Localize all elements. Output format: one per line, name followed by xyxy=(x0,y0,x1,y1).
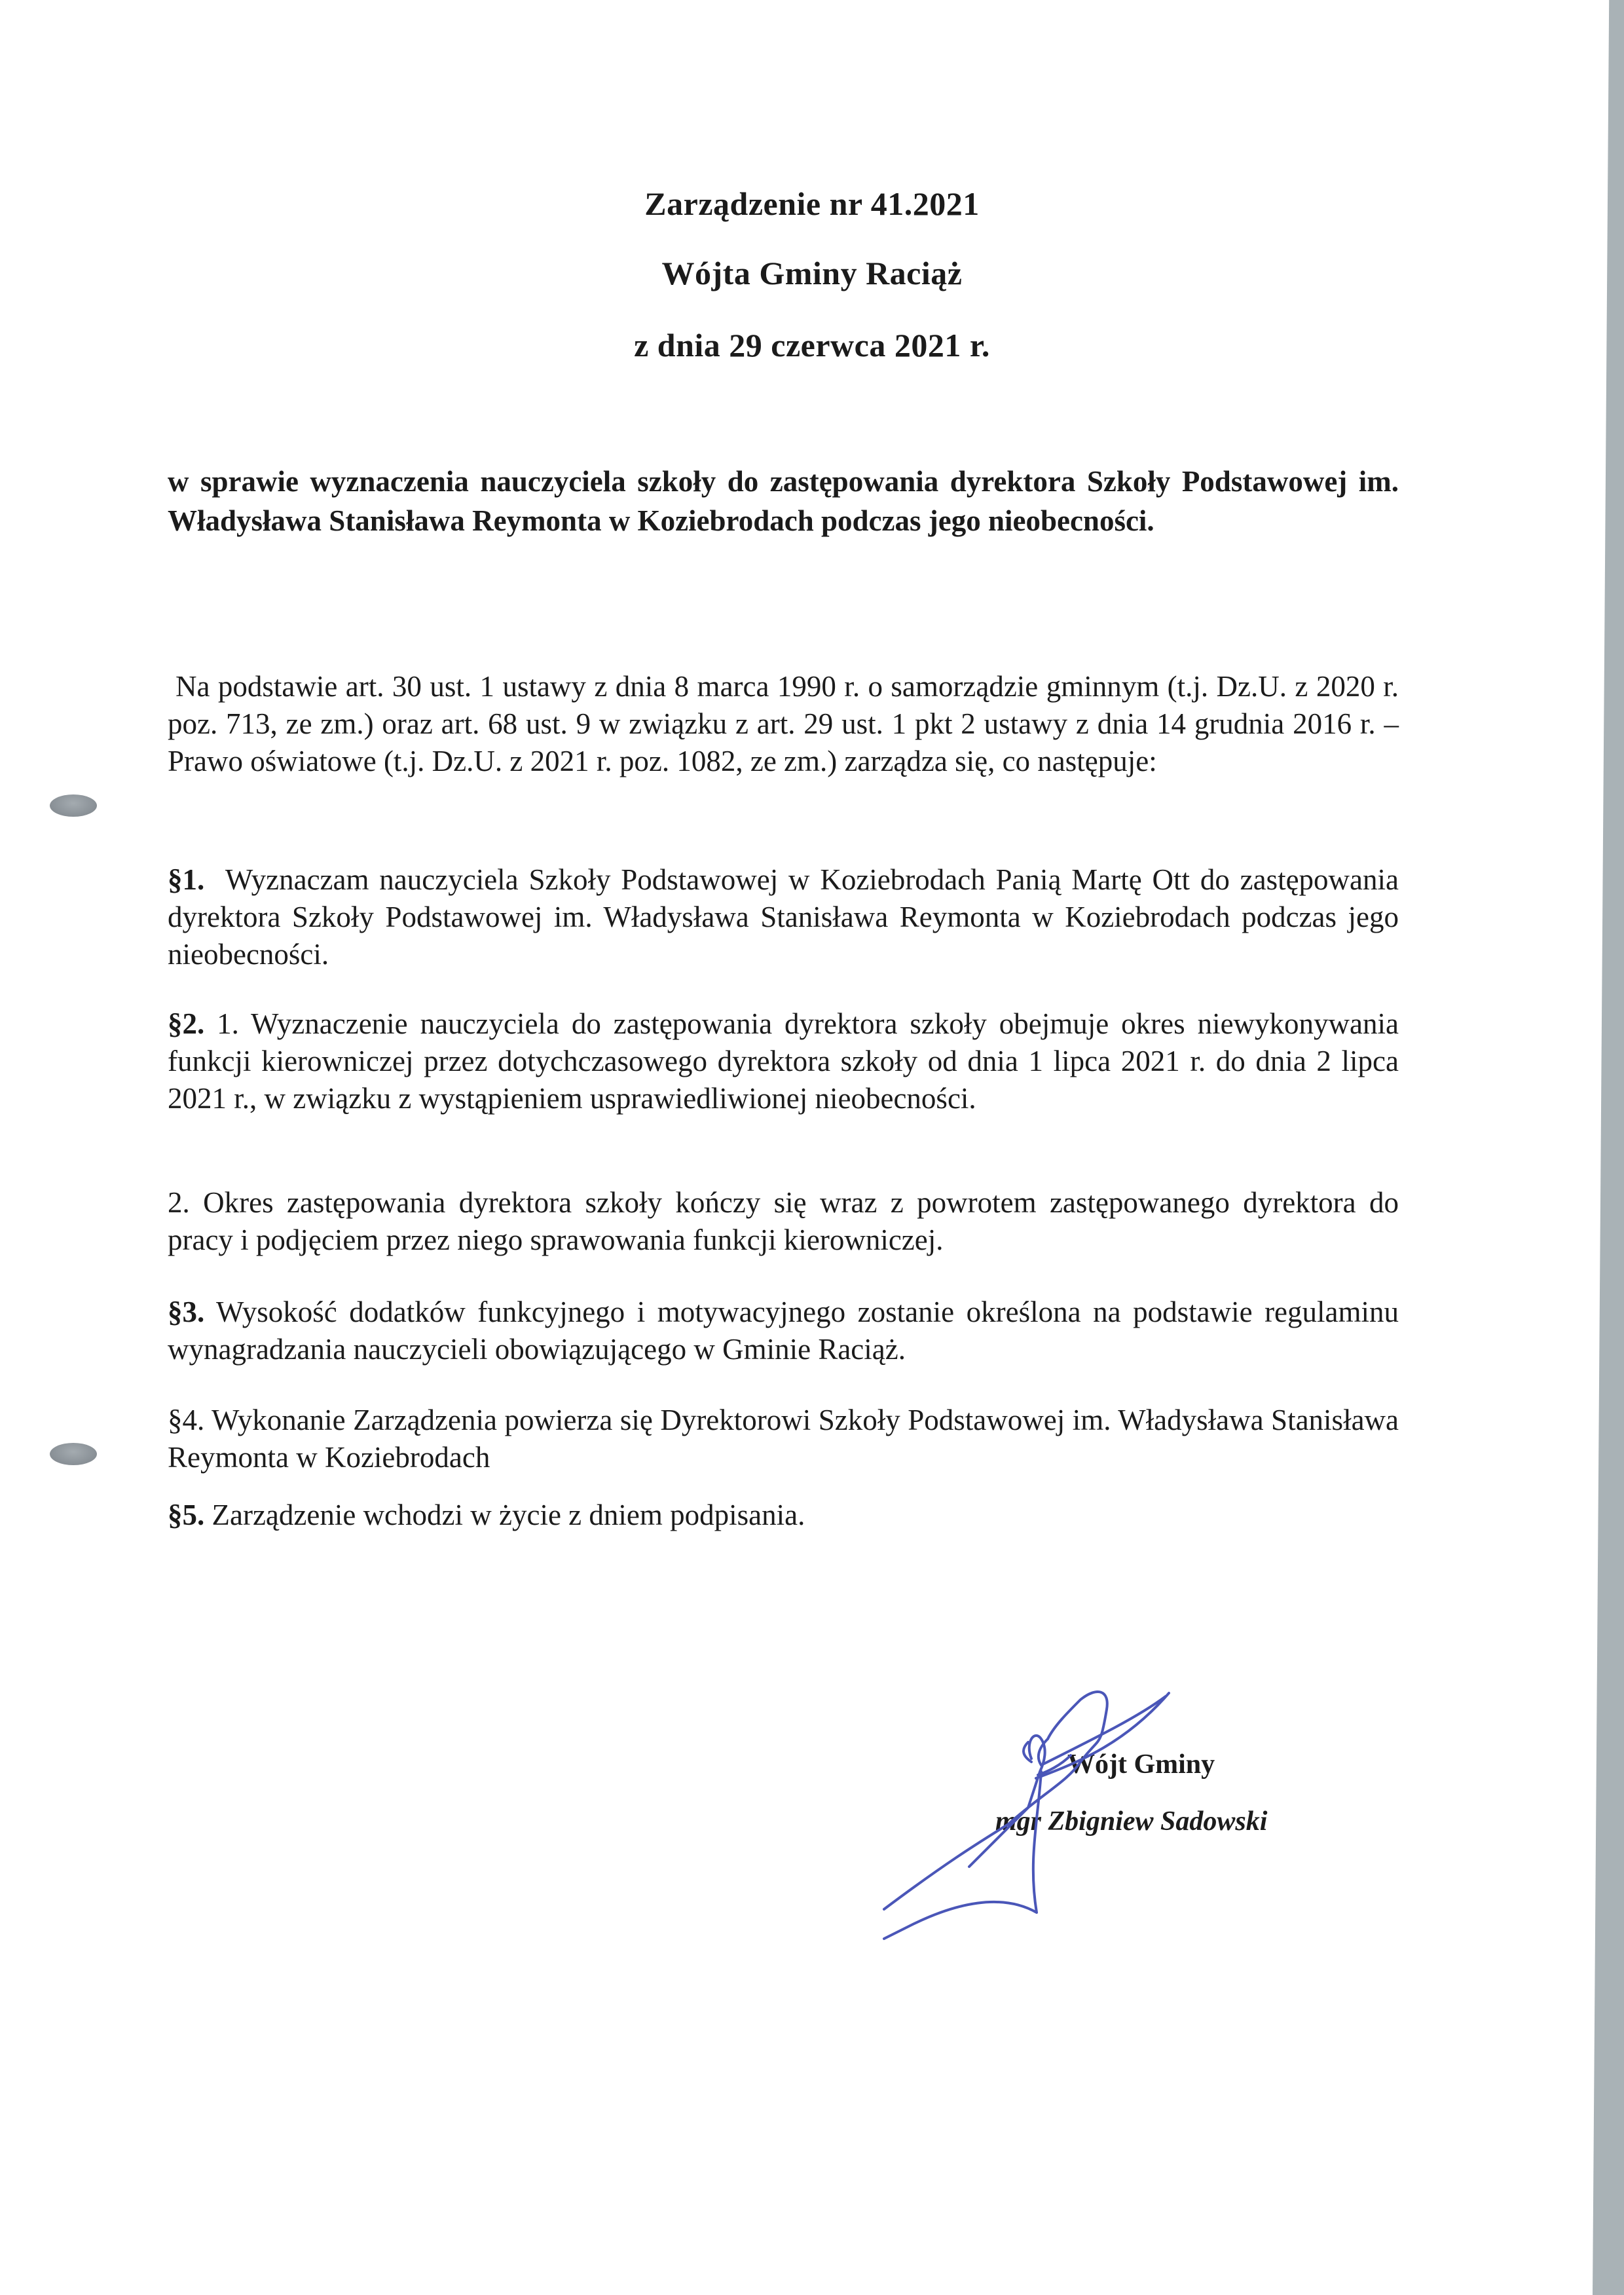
section-text: Wyznaczam nauczyciela Szkoły Podstawowej w Koziebrodach Panią Martę Ott do zastępowania dyrektora Szkoły Podstawowej im. Władysława Stanisława Reymonta w Koziebrodach podczas jego nieobecności. xyxy=(168,863,1399,971)
section-label: §1. xyxy=(168,863,205,896)
document-date: z dnia 29 czerwca 2021 r. xyxy=(634,327,990,364)
section-text: Zarządzenie wchodzi w życie z dniem podpisania. xyxy=(212,1499,805,1531)
section-3 xyxy=(168,1294,1399,1368)
punch-hole xyxy=(50,794,97,817)
section-label: §4. xyxy=(168,1404,205,1436)
document-subject: w sprawie wyznaczenia nauczyciela szkoły do zastępowania dyrektora Szkoły Podstawowej im. Władysława Stanisława Reymonta w Koziebrodach podczas jego nieobecności. xyxy=(168,465,1399,537)
section-4 xyxy=(168,1402,1399,1476)
signatory-name: mgr Zbigniew Sadowski xyxy=(995,1806,1268,1837)
section-label: §2. xyxy=(168,1007,205,1040)
document-issuer: Wójta Gminy Raciąż xyxy=(661,255,963,291)
punch-hole xyxy=(50,1443,97,1465)
section-label: §3. xyxy=(168,1296,205,1328)
signature-stroke xyxy=(884,1772,1041,1939)
section-1 xyxy=(168,861,1399,973)
section-2-point-2: 2. Okres zastępowania dyrektora szkoły kończy się wraz z powrotem zastępowanego dyrektora do pracy i podjęciem przez niego sprawowania funkcji kierowniczej. xyxy=(168,1186,1399,1256)
section-text: Wykonanie Zarządzenia powierza się Dyrektorowi Szkoły Podstawowej im. Władysława Stanisława Reymonta w Koziebrodach xyxy=(168,1404,1399,1474)
signature-stroke xyxy=(884,1824,1008,1909)
section-label: §5. xyxy=(168,1499,205,1531)
section-text: Wysokość dodatków funkcyjnego i motywacyjnego zostanie określona na podstawie regulaminu wynagradzania nauczycieli obowiązującego w Gminie Raciąż. xyxy=(168,1296,1399,1366)
section-text: 1. Wyznaczenie nauczyciela do zastępowania dyrektora szkoły obejmuje okres niewykonywania funkcji kierowniczej przez dotychczasowego dyrektora szkoły od dnia 1 lipca 2021 r. do dnia 2 lipca 2021 r., w związku z wystąpieniem usprawiedliwionej nieobecności. xyxy=(168,1007,1399,1115)
document-title: Zarządzenie nr 41.2021 xyxy=(644,185,980,222)
handwritten-signature xyxy=(851,1651,1408,2011)
section-2-point-1 xyxy=(168,1005,1399,1117)
signatory-title: Wójt Gminy xyxy=(1067,1749,1215,1780)
legal-basis: Na podstawie art. 30 ust. 1 ustawy z dnia 8 marca 1990 r. o samorządzie gminnym (t.j. Dz.U. z 2020 r. poz. 713, ze zm.) oraz art. 68 ust. 9 w związku z art. 29 ust. 1 pkt 2 ustawy z dnia 14 grudnia 2016 r. – Prawo oświatowe (t.j. Dz.U. z 2021 r. poz. 1082, ze zm.) zarządza się, co następuje: xyxy=(168,670,1399,777)
section-5 xyxy=(168,1497,1399,1534)
